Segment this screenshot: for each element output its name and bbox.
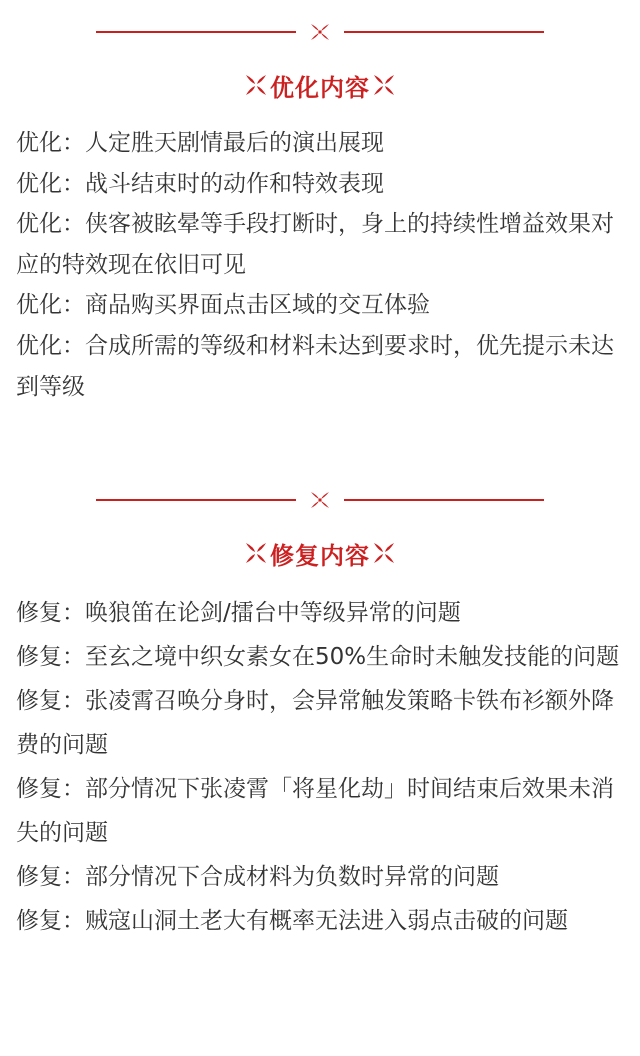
list-item bbox=[16, 123, 626, 164]
x-ornament-icon bbox=[372, 541, 396, 565]
x-ornament-icon bbox=[244, 73, 268, 97]
item-label: 修复： bbox=[16, 600, 85, 626]
item-label: 优化： bbox=[16, 170, 85, 197]
list-item bbox=[16, 204, 626, 285]
section-divider-optimization bbox=[0, 22, 640, 42]
x-ornament-icon bbox=[372, 73, 396, 97]
item-label: 优化： bbox=[16, 130, 85, 156]
item-label: 修复： bbox=[16, 644, 85, 670]
item-text: 张凌霄召唤分身时，会异常触发策略卡铁布衫额外降费的问题 bbox=[16, 688, 614, 758]
optimization-list bbox=[16, 123, 626, 407]
list-item bbox=[16, 326, 626, 407]
item-text: 部分情况下合成材料为负数时异常的问题 bbox=[85, 864, 499, 890]
list-item bbox=[16, 679, 626, 767]
divider-line-left bbox=[96, 31, 296, 33]
divider-line-right bbox=[344, 499, 544, 501]
fixes-list bbox=[16, 591, 626, 943]
item-text: 至玄之境中织女素女在50%生命时未触发技能的问题 bbox=[85, 644, 620, 670]
list-item bbox=[16, 899, 626, 943]
item-text: 合成所需的等级和材料未达到要求时，优先提示未达到等级 bbox=[16, 332, 614, 400]
item-label: 修复： bbox=[16, 908, 85, 934]
list-item bbox=[16, 767, 626, 855]
x-ornament-icon bbox=[309, 491, 331, 509]
list-item bbox=[16, 855, 626, 899]
section-title: 修复内容 bbox=[270, 541, 370, 570]
x-ornament-icon bbox=[244, 541, 268, 565]
section-divider-fixes bbox=[0, 490, 640, 510]
item-label: 修复： bbox=[16, 864, 85, 890]
item-text: 贼寇山洞土老大有概率无法进入弱点击破的问题 bbox=[85, 908, 568, 934]
section-title: 优化内容 bbox=[270, 73, 370, 102]
item-text: 商品购买界面点击区域的交互体验 bbox=[85, 292, 430, 319]
item-label: 优化： bbox=[16, 211, 85, 238]
item-label: 优化： bbox=[16, 332, 85, 359]
section-heading-optimization bbox=[0, 65, 640, 105]
divider-line-left bbox=[96, 499, 296, 501]
list-item bbox=[16, 591, 626, 635]
list-item bbox=[16, 285, 626, 326]
item-label: 优化： bbox=[16, 292, 85, 319]
list-item bbox=[16, 164, 626, 205]
divider-line-right bbox=[344, 31, 544, 33]
x-ornament-icon bbox=[309, 23, 331, 41]
item-label: 修复： bbox=[16, 776, 85, 802]
item-text: 部分情况下张凌霄「将星化劫」时间结束后效果未消失的问题 bbox=[16, 776, 614, 846]
item-text: 战斗结束时的动作和特效表现 bbox=[85, 170, 384, 197]
section-heading-fixes bbox=[0, 533, 640, 573]
list-item bbox=[16, 635, 626, 679]
item-label: 修复： bbox=[16, 688, 85, 714]
item-text: 侠客被眩晕等手段打断时，身上的持续性增益效果对应的特效现在依旧可见 bbox=[16, 211, 614, 278]
item-text: 人定胜天剧情最后的演出展现 bbox=[85, 130, 384, 156]
item-text: 唤狼笛在论剑/擂台中等级异常的问题 bbox=[85, 600, 461, 626]
